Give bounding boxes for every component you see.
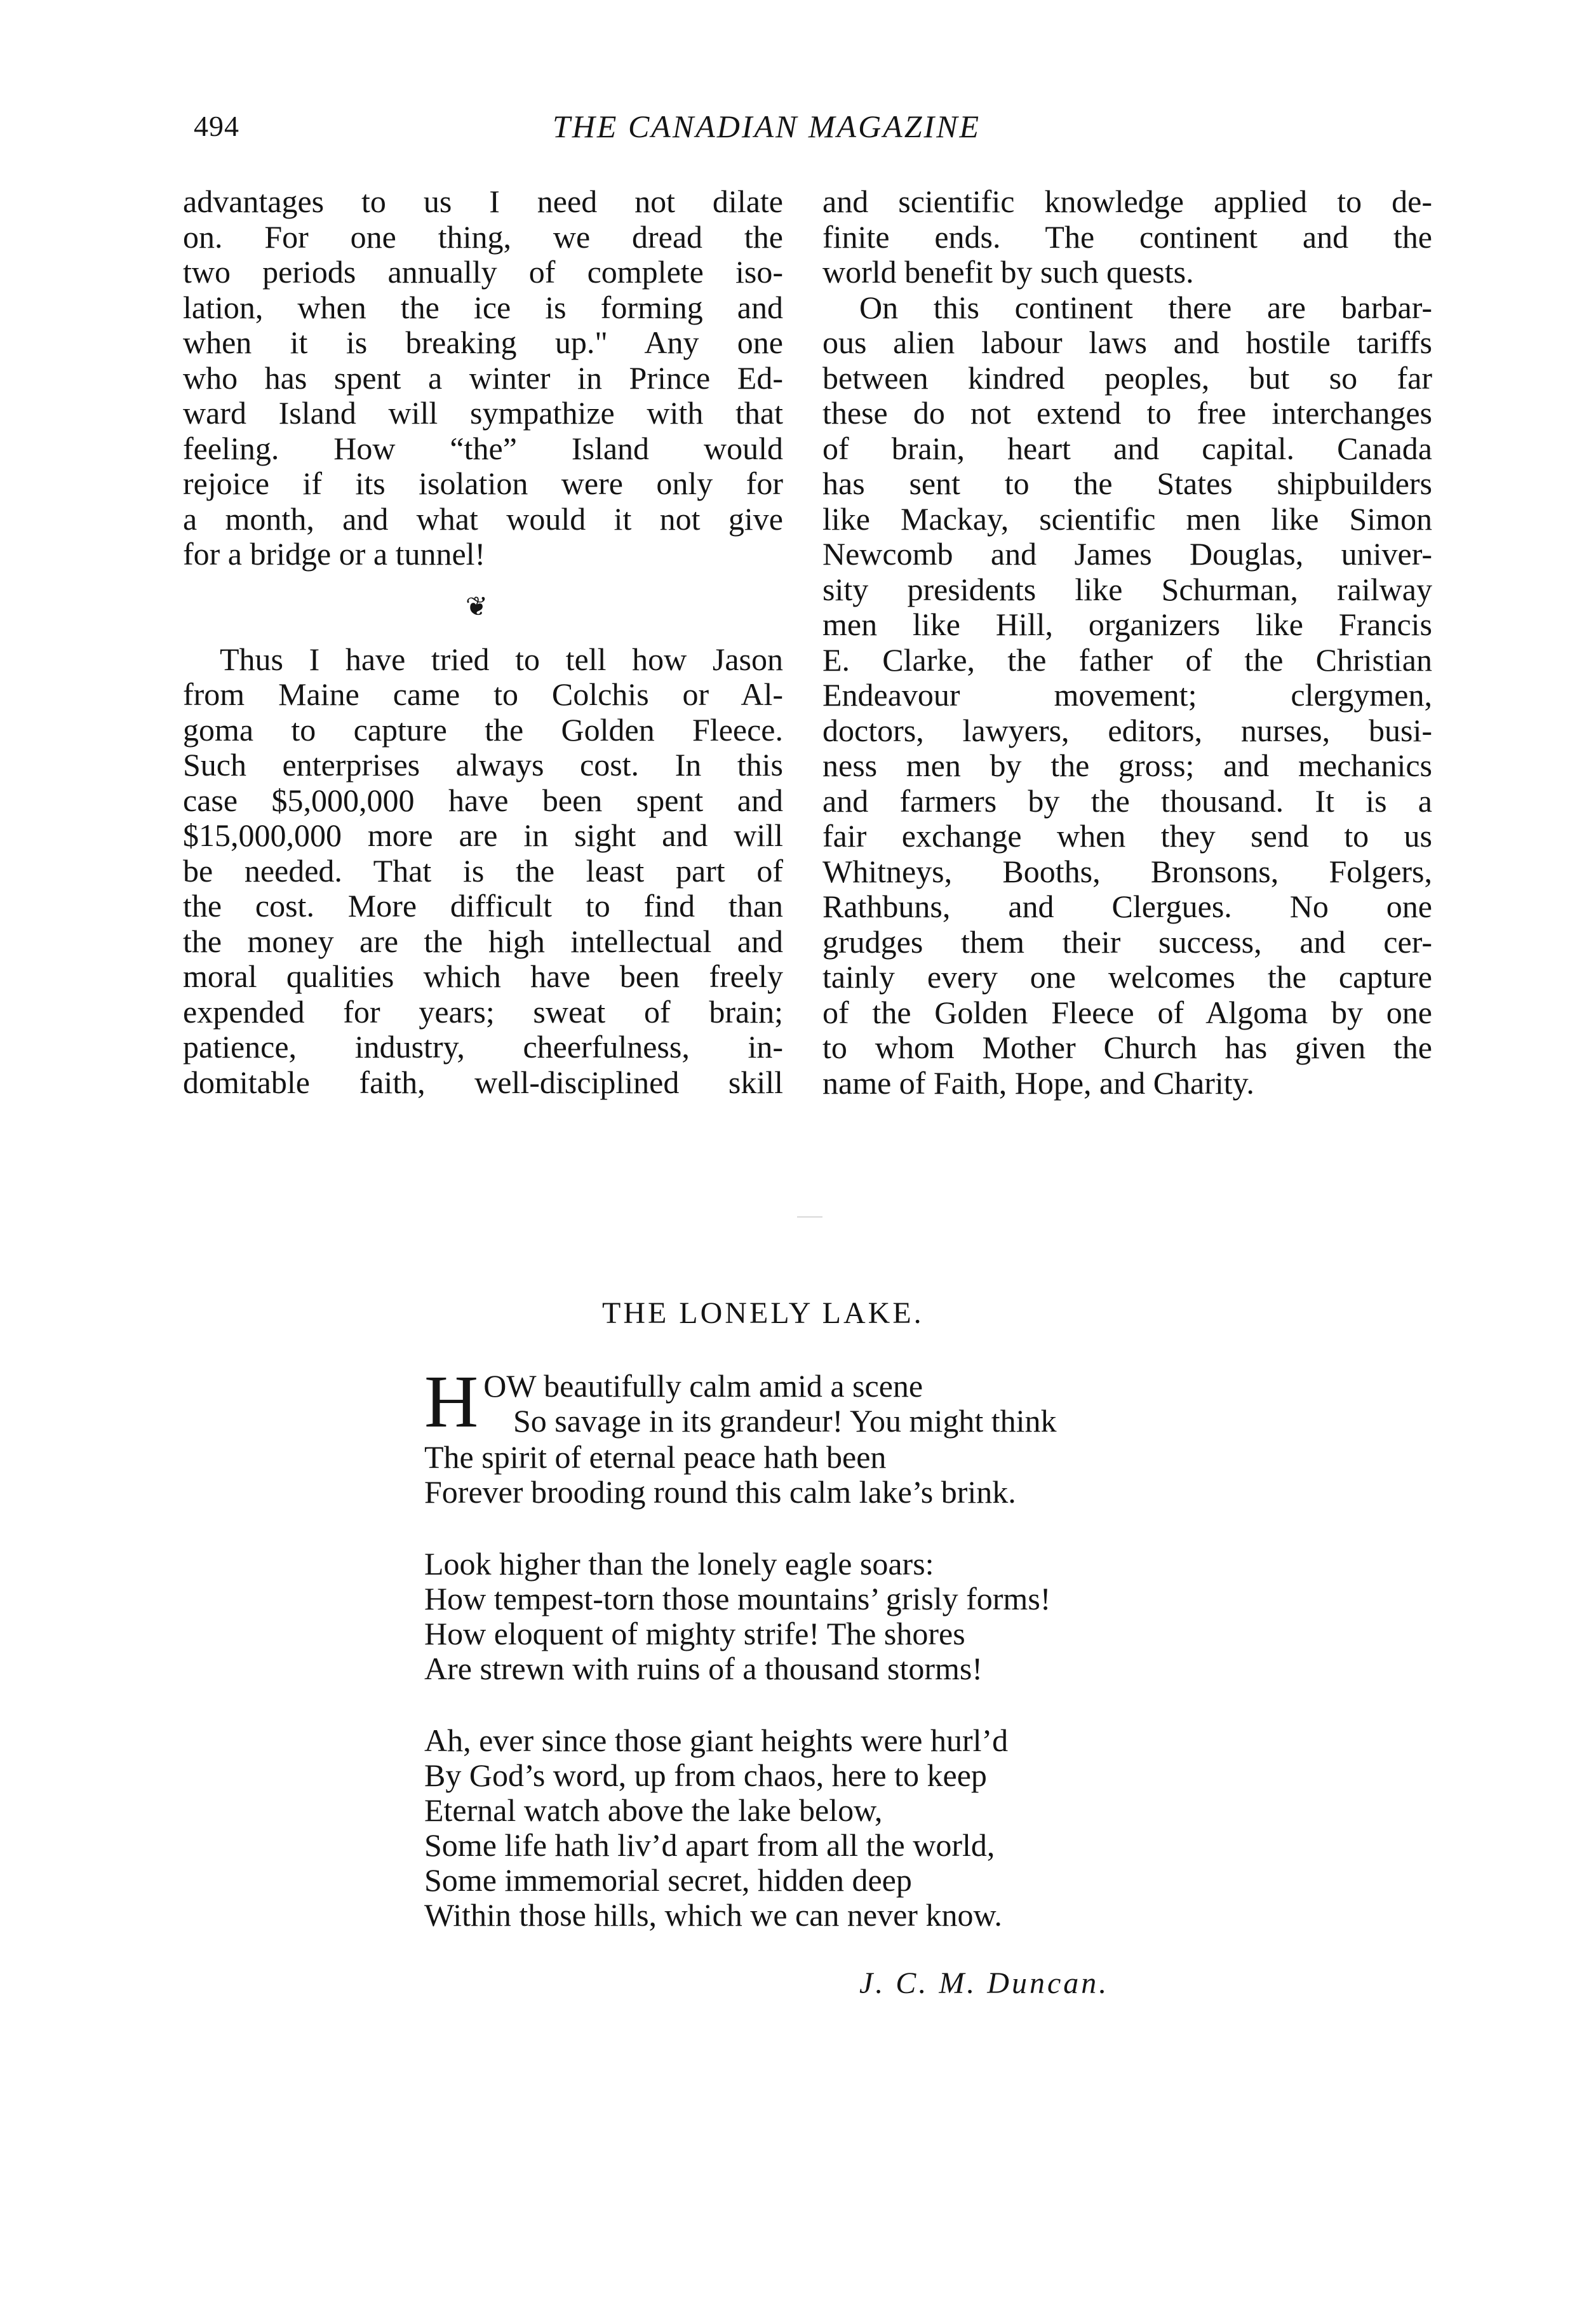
- text-line: two periods annually of complete iso-: [183, 254, 783, 290]
- text-line: from Maine came to Colchis or Al-: [183, 676, 783, 712]
- text-line: on. For one thing, we dread the: [183, 218, 783, 255]
- text-line: Rathbuns, and Clergues. No one: [822, 889, 1432, 924]
- text-line: doctors, lawyers, editors, nurses, busi-: [822, 712, 1432, 748]
- text-line: ness men by the gross; and mechanics: [822, 748, 1432, 783]
- paragraph: [822, 184, 1432, 290]
- text-line: to whom Mother Church has given the: [822, 1030, 1432, 1065]
- text-line: ward Island will sympathize with that: [183, 395, 783, 431]
- section-divider-mark: [797, 1216, 822, 1218]
- poem-line: Eternal watch above the lake below,: [424, 1792, 883, 1828]
- running-head: THE CANADIAN MAGAZINE: [553, 109, 981, 144]
- text-line: lation, when the ice is forming and: [183, 289, 783, 325]
- poem-line: So savage in its grandeur! You might think: [513, 1403, 1057, 1439]
- text-line: Such enterprises always cost. In this: [183, 747, 783, 783]
- text-line: rejoice if its isolation were only for: [183, 466, 783, 501]
- poem-title: THE LONELY LAKE.: [602, 1296, 924, 1330]
- text-line: has sent to the States shipbuilders: [822, 466, 1432, 501]
- text-line: moral qualities which have been freely: [183, 958, 783, 994]
- text-line: patience, industry, cheerfulness, in-: [183, 1029, 783, 1065]
- text-line: between kindred peoples, but so far: [822, 359, 1432, 396]
- poem-line: Are strewn with ruins of a thousand storms!: [424, 1651, 983, 1686]
- text-line: men like Hill, organizers like Francis: [822, 607, 1432, 642]
- text-line: the cost. More difficult to find than: [183, 888, 783, 924]
- text-line: expended for years; sweat of brain;: [183, 993, 783, 1030]
- poem-stanza: [424, 1723, 1057, 1933]
- text-line: $15,000,000 more are in sight and will: [183, 817, 783, 853]
- text-line: domitable faith, well-disciplined skill: [183, 1064, 783, 1100]
- text-line: Endeavour movement; clergymen,: [822, 677, 1432, 713]
- text-line: the money are the high intellectual and: [183, 923, 783, 959]
- text-line: finite ends. The continent and the: [822, 218, 1432, 255]
- text-line: when it is breaking up." Any one: [183, 325, 783, 360]
- poem-line: The spirit of eternal peace hath been: [424, 1439, 887, 1475]
- right-column: [822, 184, 1432, 1101]
- text-line: who has spent a winter in Prince Ed-: [183, 359, 783, 396]
- text-line: name of Faith, Hope, and Charity.: [822, 1065, 1254, 1101]
- text-line: fair exchange when they send to us: [822, 818, 1432, 854]
- text-line: grudges them their success, and cer-: [822, 924, 1432, 960]
- text-line: Whitneys, Booths, Bronsons, Folgers,: [822, 853, 1432, 889]
- fleuron-ornament-icon: ❦: [465, 592, 488, 622]
- poem-line: Ah, ever since those giant heights were hurl’d: [424, 1723, 1009, 1758]
- poem-line: OW beautifully calm amid a scene: [483, 1368, 923, 1404]
- poem-line: Forever brooding round this calm lake’s brink.: [424, 1474, 1016, 1510]
- text-line: case $5,000,000 have been spent and: [183, 782, 783, 818]
- poem-author: J. C. M. Duncan.: [859, 1966, 1110, 2000]
- poem-line: Look higher than the lonely eagle soars:: [424, 1546, 934, 1582]
- text-line: goma to capture the Golden Fleece.: [183, 711, 783, 748]
- text-line: Newcomb and James Douglas, univer-: [822, 536, 1432, 572]
- text-line: be needed. That is the least part of: [183, 852, 783, 889]
- text-line: like Mackay, scientific men like Simon: [822, 500, 1432, 537]
- poem-line: How tempest-torn those mountains’ grisly forms!: [424, 1581, 1051, 1616]
- poem-line: By God’s word, up from chaos, here to keep: [424, 1757, 987, 1793]
- text-line: and scientific knowledge applied to de-: [822, 184, 1432, 219]
- text-line: world benefit by such quests.: [822, 254, 1194, 290]
- text-line: advantages to us I need not dilate: [183, 184, 783, 219]
- text-line: of the Golden Fleece of Algoma by one: [822, 994, 1432, 1030]
- text-line: E. Clarke, the father of the Christian: [822, 641, 1432, 678]
- text-line: these do not extend to free interchanges: [822, 395, 1432, 431]
- poem-stanza: [424, 1547, 1057, 1686]
- text-line: tainly every one welcomes the capture: [822, 959, 1432, 995]
- text-line: for a bridge or a tunnel!: [183, 536, 486, 572]
- poem: [424, 1360, 1057, 1970]
- paragraph: [822, 290, 1432, 1101]
- text-line: of brain, heart and capital. Canada: [822, 430, 1432, 466]
- poem-stanza: [424, 1360, 1057, 1510]
- drop-cap: H: [424, 1360, 479, 1443]
- text-line: On this continent there are barbar-: [859, 289, 1432, 325]
- paragraph: [183, 642, 783, 1101]
- text-line: sity presidents like Schurman, railway: [822, 571, 1432, 607]
- text-line: feeling. How “the” Island would: [183, 430, 783, 466]
- poem-line: Some life hath liv’d apart from all the world,: [424, 1827, 995, 1863]
- poem-line: How eloquent of mighty strife! The shores: [424, 1616, 965, 1651]
- poem-line: Within those hills, which we can never know.: [424, 1897, 1002, 1933]
- text-line: Thus I have tried to tell how Jason: [220, 641, 783, 677]
- text-line: and farmers by the thousand. It is a: [822, 783, 1432, 819]
- page-number: 494: [194, 110, 239, 142]
- paragraph: [183, 184, 783, 572]
- text-line: a month, and what would it not give: [183, 500, 783, 537]
- left-column: [183, 184, 783, 1100]
- text-line: ous alien labour laws and hostile tariffs: [822, 325, 1432, 360]
- poem-line: Some immemorial secret, hidden deep: [424, 1862, 912, 1898]
